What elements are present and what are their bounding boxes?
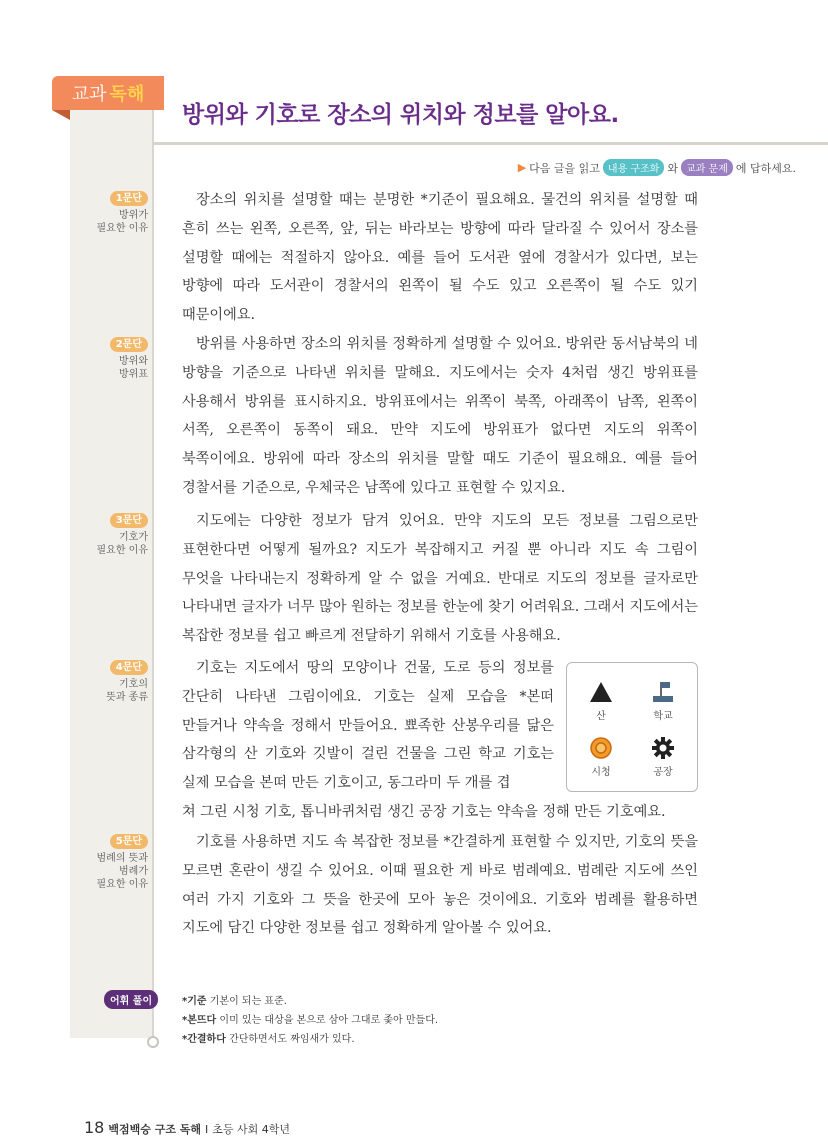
book-title: 백점백승 구조 독해 — [108, 1123, 202, 1136]
rail-divider — [152, 108, 154, 1038]
symbol-school — [633, 679, 693, 722]
paragraph-1: 장소의 위치를 설명할 때는 분명한 *기준이 필요해요. 물건의 위치를 설명할 때 흔히 쓰는 왼쪽, 오른쪽, 앞, 뒤는 바라보는 방향에 따라 달라질 수 있어서 장소를 설명할 때에는 적절하지 않아요. 예를 들어 도서관 옆에 경찰서가 있다면, 보는 방향에 따라 도서관이 경찰서의 왼쪽이 될 수도 있고 오른쪽이 될 수도 있기 때문이에요. — [182, 192, 698, 324]
section-badge: 1문단 — [110, 191, 148, 206]
symbol-factory — [633, 735, 693, 778]
side-label-5 — [97, 834, 148, 891]
pill-problem: 교과 문제 — [681, 159, 733, 176]
map-symbols-box — [566, 662, 698, 792]
section-badge: 4문단 — [110, 660, 148, 675]
instruction-post: 에 답하세요. — [735, 161, 796, 175]
instruction-pre: 다음 글을 읽고 — [529, 161, 600, 175]
tab-fold — [52, 110, 70, 120]
vocab-item — [182, 1011, 438, 1026]
triangle-icon: ▶ — [517, 161, 527, 174]
vocab-def: 간단하면서도 짜임새가 있다. — [229, 1034, 355, 1045]
section-tab — [52, 76, 164, 110]
paragraph-2: 방위를 사용하면 장소의 위치를 정확하게 설명할 수 있어요. 방위란 동서남북의 네 방향을 기준으로 나타낸 위치를 말해요. 지도에서는 숫자 4처럼 생긴 방위표를 사용해서 방위를 표시하지요. 방위표에서는 위쪽이 북쪽, 아래쪽이 남쪽, 왼쪽이 서쪽, 오른쪽이 동쪽이 돼요. 만약 지도에 방위표가 없다면 지도의 위쪽이 북쪽이에요. 방위에 따라 장소의 위치를 말할 때도 기준이 필요해요. 예를 들어 경찰서를 기준으로, 우체국은 남쪽에 있다고 표현할 수 있지요. — [182, 336, 698, 496]
side-text: 필요한 이유 — [96, 545, 148, 556]
side-text: 필요한 이유 — [96, 879, 148, 890]
section-badge: 5문단 — [110, 834, 148, 849]
page-number: 18 — [84, 1118, 105, 1137]
symbol-label: 공장 — [653, 767, 673, 778]
paragraph-4: 기호는 지도에서 땅의 모양이나 건물, 도로 등의 정보를 간단히 나타낸 그림이에요. 기호는 실제 모습을 *본떠 만들거나 약속을 정해서 만들어요. 뾰족한 산봉우리를 닮은 삼각형의 산 기호와 깃발이 걸린 건물을 그린 학교 기호는 실제 모습을 본떠 만든 기호이고, 동그라미 두 개를 겹 — [182, 660, 554, 792]
rail-end-dot — [147, 1036, 159, 1048]
vocab-term: *본뜨다 — [182, 1015, 217, 1026]
vocab-def: 이미 있는 대상을 본으로 삼아 그대로 좇아 만들다. — [219, 1015, 439, 1026]
vocab-term: *기준 — [182, 996, 207, 1007]
side-label-2 — [110, 337, 148, 381]
mountain-icon — [571, 679, 631, 705]
grade-label: 초등 사회 4학년 — [212, 1123, 291, 1136]
side-text: 기호의 — [119, 679, 148, 690]
section-badge: 2문단 — [110, 337, 148, 352]
vocab-term: *간결하다 — [182, 1034, 226, 1045]
side-label-1 — [97, 191, 148, 235]
side-text: 기호가 — [119, 532, 148, 543]
paragraph-3: 지도에는 다양한 정보가 담겨 있어요. 만약 지도의 모든 정보를 그림으로만 표현한다면 어떻게 될까요? 지도가 복잡해지고 커질 뿐 아니라 지도 속 그림이 무엇을 나타내는지 정확하게 알 수 없을 거예요. 반대로 지도의 정보를 글자로만 나타내면 글자가 너무 많아 원하는 정보를 한눈에 찾기 어려워요. 그래서 지도에서는 복잡한 정보를 쉽고 빠르게 전달하기 위해서 기호를 사용해요. — [182, 513, 698, 645]
city-hall-icon — [571, 735, 631, 761]
vocab-item — [182, 1030, 355, 1045]
side-text: 범례가 — [119, 866, 148, 877]
symbol-mountain — [571, 679, 631, 722]
symbol-label: 학교 — [653, 711, 673, 722]
factory-gear-icon — [633, 735, 693, 761]
side-rail — [70, 108, 152, 1038]
side-text: 방위표 — [119, 369, 148, 380]
tab-label-part2: 독해 — [109, 84, 145, 105]
vocab-badge: 어휘 풀이 — [104, 990, 158, 1009]
instruction-mid: 와 — [667, 161, 679, 175]
pill-structure: 내용 구조화 — [603, 159, 664, 176]
side-text: 방위가 — [119, 210, 148, 221]
side-text: 범례의 뜻과 — [96, 853, 148, 864]
vocab-def: 기본이 되는 표준. — [209, 996, 287, 1007]
symbol-label: 산 — [596, 711, 606, 722]
top-bar — [0, 0, 828, 6]
symbol-label: 시청 — [591, 767, 611, 778]
side-text: 필요한 이유 — [96, 223, 148, 234]
school-flag-icon — [633, 679, 693, 705]
page-title: 방위와 기호로 장소의 위치와 정보를 알아요. — [182, 102, 619, 128]
paragraph-4-cont: 쳐 그린 시청 기호, 톱니바퀴처럼 생긴 공장 기호는 약속을 정해 만든 기호예요. — [182, 804, 666, 820]
vocab-item — [182, 992, 287, 1007]
page-footer — [84, 1118, 290, 1137]
section-badge: 3문단 — [110, 513, 148, 528]
side-label-4 — [106, 660, 148, 704]
footer-separator: I — [205, 1123, 209, 1136]
side-label-3 — [97, 513, 148, 557]
symbol-cityhall — [571, 735, 631, 778]
side-text: 방위와 — [119, 356, 148, 367]
tab-label-part1: 교과 — [71, 84, 107, 105]
instruction — [518, 159, 796, 176]
side-text: 뜻과 종류 — [106, 692, 148, 703]
paragraph-5: 기호를 사용하면 지도 속 복잡한 정보를 *간결하게 표현할 수 있지만, 기호의 뜻을 모르면 혼란이 생길 수 있어요. 이때 필요한 게 바로 범례예요. 범례란 지도에 쓰인 여러 가지 기호와 그 뜻을 한곳에 모아 놓은 것이에요. 기호와 범례를 활용하면 지도에 담긴 다양한 정보를 쉽고 정확하게 알아볼 수 있어요. — [182, 834, 698, 937]
